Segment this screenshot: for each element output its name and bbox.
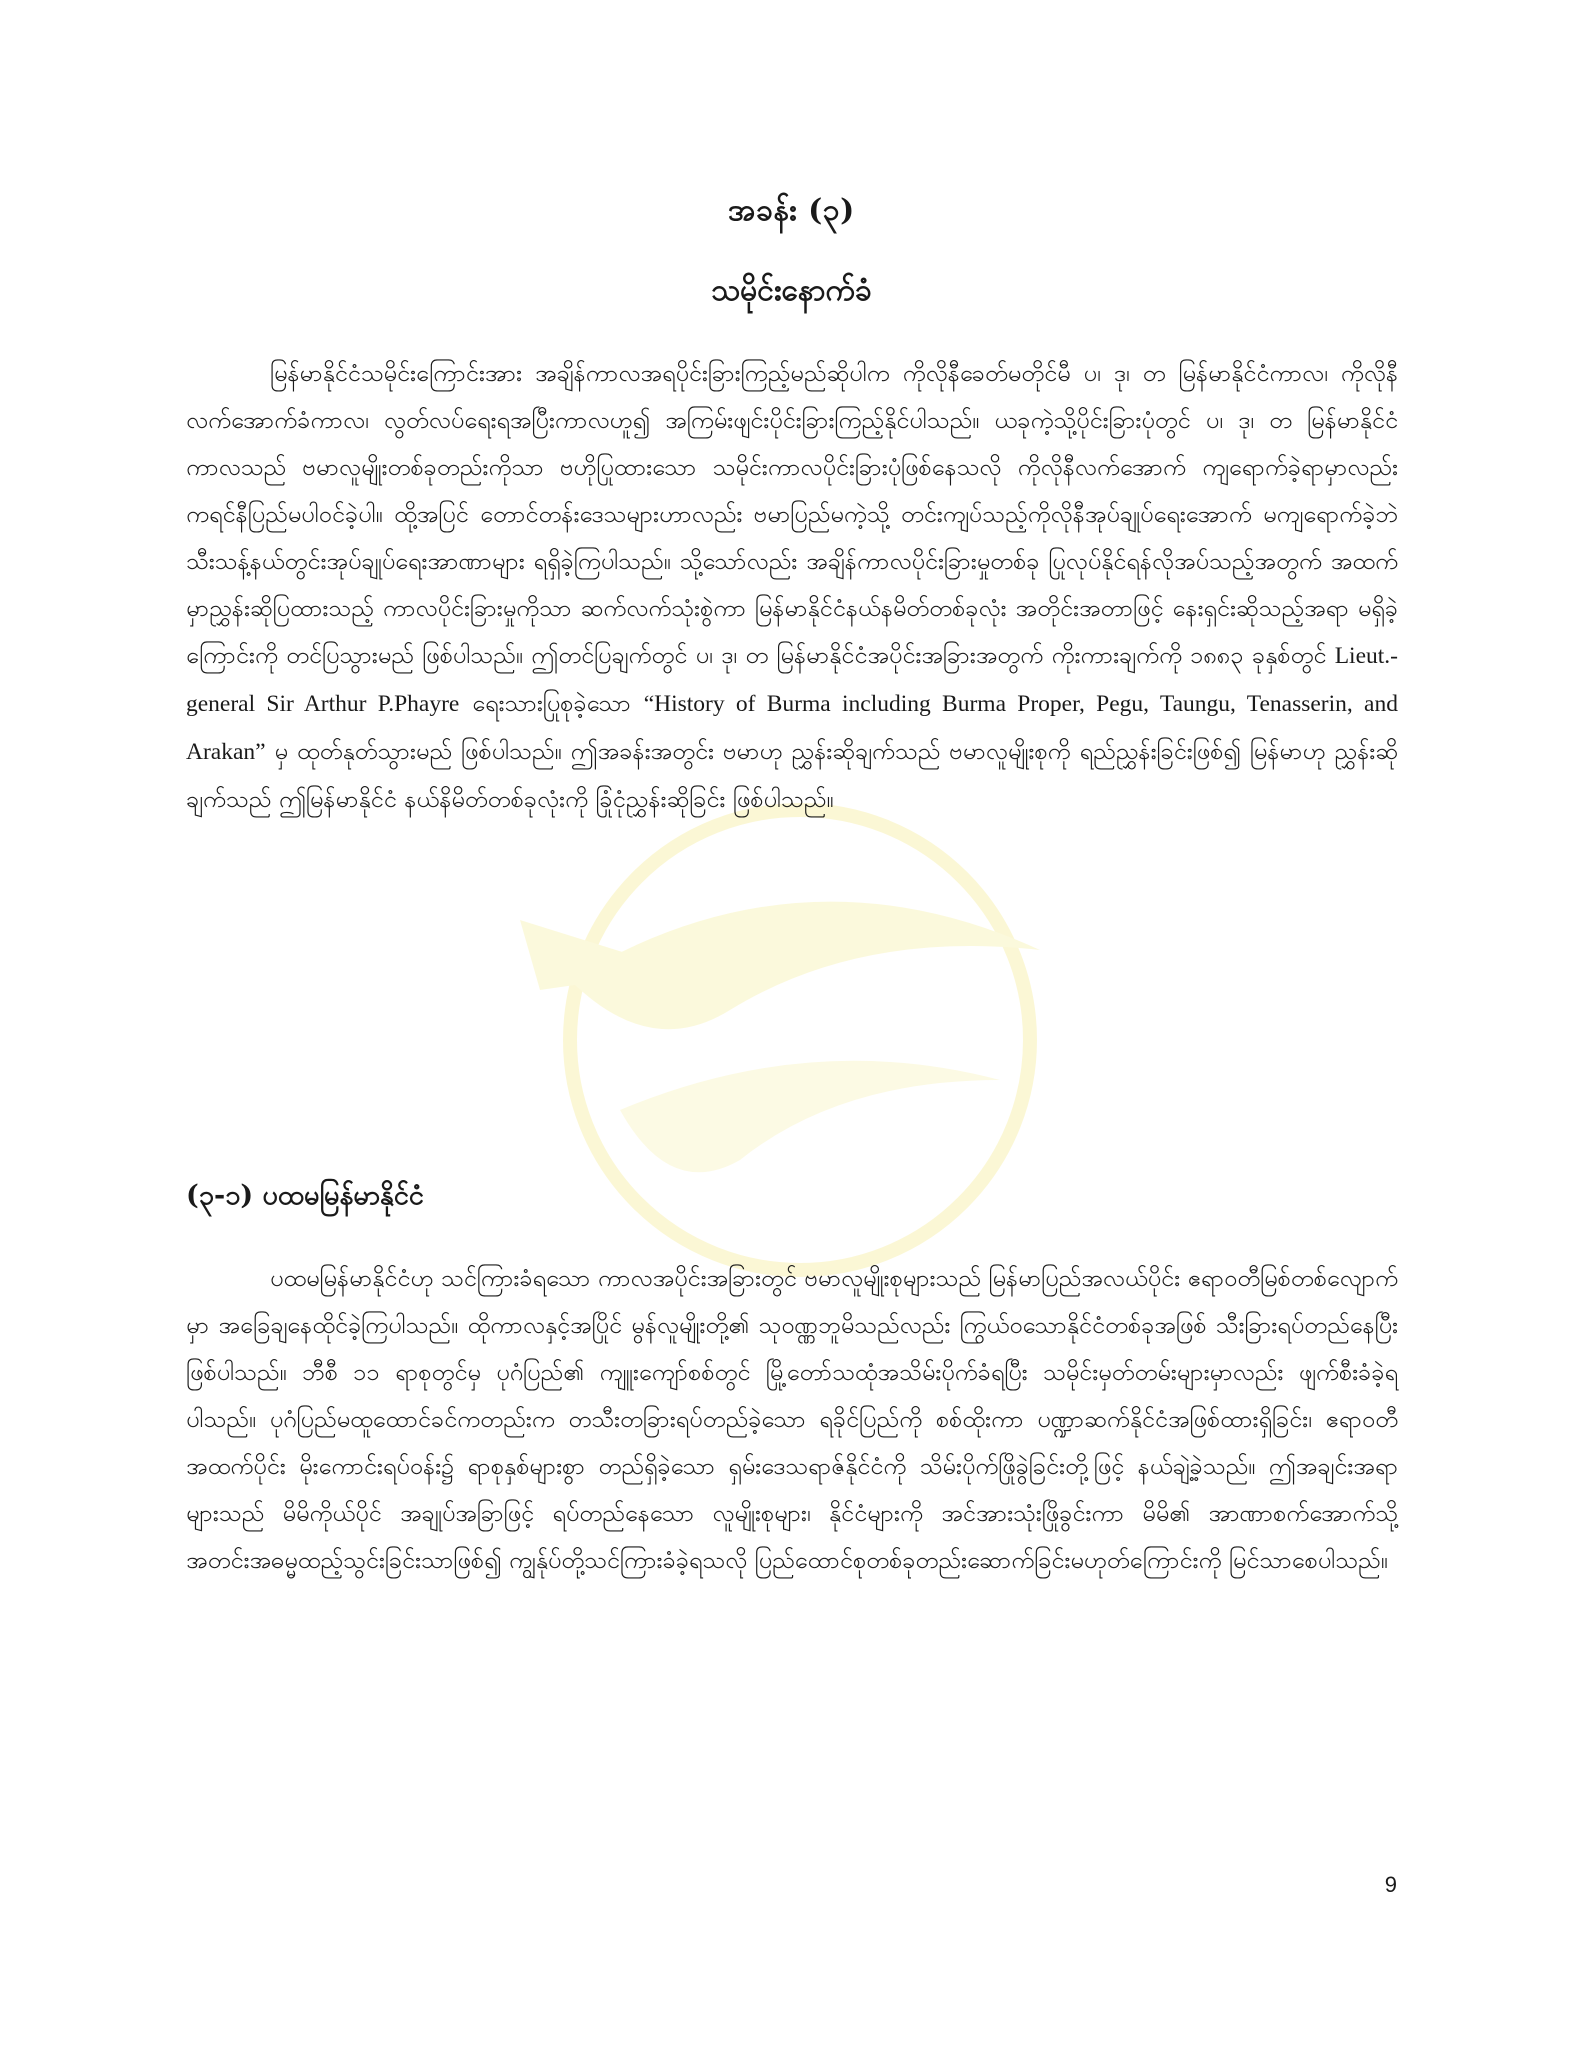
intro-text-c: မှ ထုတ်နုတ်သွားမည် ဖြစ်ပါသည်။ ဤအခန်းအတွင်း ဗမာဟု ညွှန်းဆိုချက်သည် ဗမာလူမျိုးစုကို ရည်ညွှန်းခြင်းဖြစ်၍ မြန်မာဟု ညွှန်းဆိုချက်သည် ဤမြန်မာနိုင်ငံ နယ်နိမိတ်တစ်ခုလုံးကို ခြုံငုံညွှန်းဆိုခြင်း ဖြစ်ပါသည်။ bbox=[186, 737, 1398, 813]
chapter-number: အခန်း (၃) bbox=[728, 193, 855, 228]
chapter-title: သမိုင်းနောက်ခံ bbox=[711, 273, 872, 308]
intro-text-a: မြန်မာနိုင်ငံသမိုင်းကြောင်းအား အချိန်ကာလအရပိုင်းခြားကြည့်မည်ဆိုပါက ကိုလိုနီခေတ်မတိုင်မီ ပ၊ ဒု၊ တ မြန်မာနိုင်ငံကာလ၊ ကိုလိုနီလက်အောက်ခံကာလ၊ လွတ်လပ်ရေးရအပြီးကာလဟူ၍ အကြမ်းဖျင်းပိုင်းခြားကြည့်နိုင်ပါသည်။ ယခုကဲ့သို့ပိုင်းခြားပုံတွင် ပ၊ ဒု၊ တ မြန်မာနိုင်ငံကာလသည် ဗမာလူမျိုးတစ်ခုတည်းကိုသာ ဗဟိုပြုထားသော သမိုင်းကာလပိုင်းခြားပုံဖြစ်နေသလို ကိုလိုနီလက်အောက် ကျရောက်ခဲ့ရာမှာလည်း ကရင်နီပြည်မပါဝင်ခဲ့ပါ။ ထို့အပြင် တောင်တန်းဒေသများဟာလည်း ဗမာပြည်မကဲ့သို့ တင်းကျပ်သည့်ကိုလိုနီအုပ်ချုပ်ရေးအောက် မကျရောက်ခဲ့ဘဲ သီးသန့်နယ်တွင်းအုပ်ချုပ်ရေးအာဏာများ ရရှိခဲ့ကြပါသည်။ သို့သော်လည်း အချိန်ကာလပိုင်းခြားမှုတစ်ခု ပြုလုပ်နိုင်ရန်လိုအပ်သည့်အတွက် အထက်မှာညွှန်းဆိုပြထားသည့် ကာလပိုင်းခြားမှုကိုသာ ဆက်လက်သုံးစွဲကာ မြန်မာနိုင်ငံနယ်နမိတ်တစ်ခုလုံး အတိုင်းအတာဖြင့် နေးရှင်းဆိုသည့်အရာ မရှိခဲ့ကြောင်းကို တင်ပြသွားမည် ဖြစ်ပါသည်။ ဤတင်ပြချက်တွင် ပ၊ ဒု၊ တ မြန်မာနိုင်ငံအပိုင်းအခြားအတွက် ကိုးကားချက်ကို ၁၈၈၃ ခုနှစ်တွင် bbox=[186, 359, 1398, 669]
section-text: ပထမမြန်မာနိုင်ငံဟု သင်ကြားခံရသော ကာလအပိုင်းအခြားတွင် ဗမာလူမျိုးစုများသည် မြန်မာပြည်အလယ်ပိုင်း ဧရာဝတီမြစ်တစ်လျောက်မှာ အခြေချနေထိုင်ခဲ့ကြပါသည်။ ထိုကာလနှင့်အပြိုင် မွန်လူမျိုးတို့၏ သုဝဏ္ဏဘူမိသည်လည်း ကြွယ်ဝသောနိုင်ငံတစ်ခုအဖြစ် သီးခြားရပ်တည်နေပြီးဖြစ်ပါသည်။ ဘီစီ ၁၁ ရာစုတွင်မှ ပုဂံပြည်၏ ကျူးကျော်စစ်တွင် မြို့တော်သထုံအသိမ်းပိုက်ခံရပြီး သမိုင်းမှတ်တမ်းများမှာလည်း ဖျက်စီးခံခဲ့ရပါသည်။ ပုဂံပြည်မထူထောင်ခင်ကတည်းက တသီးတခြားရပ်တည်ခဲ့သော ရခိုင်ပြည်ကို စစ်ထိုးကာ ပဏ္ဍာဆက်နိုင်ငံအဖြစ်ထားရှိခြင်း၊ ဧရာဝတီအထက်ပိုင်း မိုးကောင်းရပ်ဝန်း၌ ရာစုနှစ်များစွာ တည်ရှိခဲ့သော ရှမ်းဒေသရာဇ်နိုင်ငံကို သိမ်းပိုက်ဖြိုခွဲခြင်းတို့ဖြင့် နယ်ချဲ့ခဲ့သည်။ ဤအချင်းအရာများသည် မိမိကိုယ်ပိုင် အချုပ်အခြာဖြင့် ရပ်တည်နေသော လူမျိုးစုများ၊ နိုင်ငံများကို အင်အားသုံးဖြိုခွင်းကာ မိမိ၏ အာဏာစက်အောက်သို့ အတင်းအဓမ္မထည့်သွင်းခြင်းသာဖြစ်၍ ကျွန်ုပ်တို့သင်ကြားခံခဲ့ရသလို ပြည်ထောင်စုတစ်ခုတည်းဆောက်ခြင်းမဟုတ်ကြောင်းကို မြင်သာစေပါသည်။ bbox=[186, 1264, 1398, 1574]
watermark-emblem bbox=[480, 780, 1120, 1300]
intro-text-b: ရေးသားပြုစုခဲ့သော bbox=[472, 689, 631, 717]
page-number: 9 bbox=[1384, 1872, 1397, 1897]
section-paragraph bbox=[186, 1255, 1398, 1584]
section-heading: (၃-၁) ပထမမြန်မာနိုင်ငံ bbox=[186, 1180, 424, 1211]
intro-book-title: “History of Burma including Burma Proper, Pegu, Taungu, Tenasserin, and Arakan” bbox=[186, 691, 1398, 765]
intro-paragraph bbox=[186, 350, 1398, 823]
intro-author: Lieut.-general Sir Arthur P.Phayre bbox=[186, 643, 1398, 717]
